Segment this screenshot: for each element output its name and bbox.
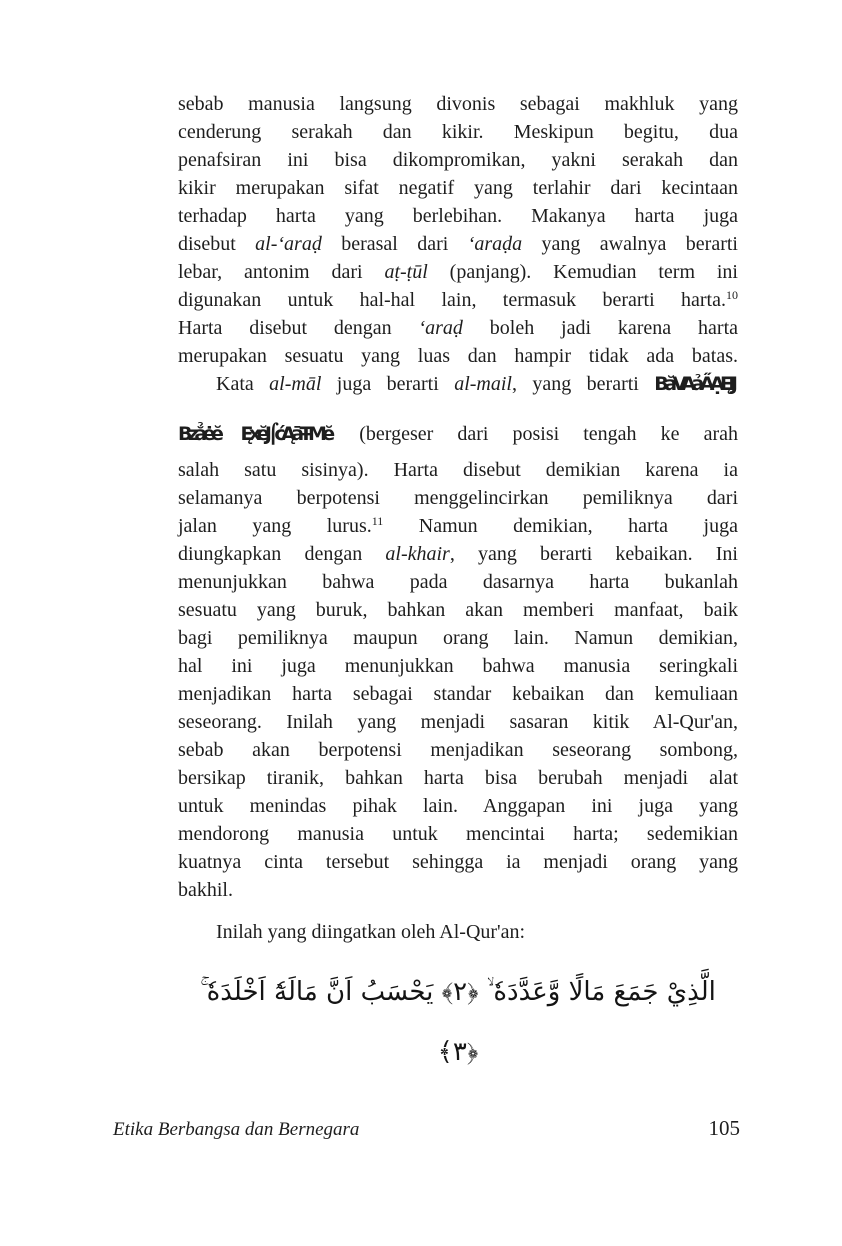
- text-line: Kata al-māl juga berarti al-mail, yang berarti BăVAảA̋ẠĘIJ: [178, 370, 738, 398]
- text-line: terhadap harta yang berlebihan. Makanya harta juga: [178, 205, 738, 227]
- text-line: kikir merupakan sifat negatif yang terlahir dari kecintaan: [178, 177, 738, 199]
- text-line: kuatnya cinta tersebut sehingga ia menjadi orang yang: [178, 851, 738, 873]
- paragraph-harta-serakah: [178, 90, 738, 370]
- text-line: bersikap tiranik, bahkan harta bisa berubah menjadi alat: [178, 767, 738, 789]
- text-line: penafsiran ini bisa dikompromikan, yakni serakah dan: [178, 149, 738, 171]
- paragraph-inilah: [178, 918, 738, 946]
- garbled-glyph-run: BăVAảA̋ẠĘIJ: [654, 373, 734, 395]
- text-line: mendorong manusia untuk mencintai harta; sedemikian: [178, 823, 738, 845]
- text-line: sebab akan berpotensi menjadikan seseorang sombong,: [178, 739, 738, 761]
- text-line: digunakan untuk hal-hal lain, termasuk berarti harta.$^{10}$: [178, 288, 738, 311]
- text-line: bagi pemiliknya maupun orang lain. Namun demikian,: [178, 627, 738, 649]
- text-line: Inilah yang diingatkan oleh Al-Qur'an:: [216, 921, 526, 943]
- text-line: jalan yang lurus.$^{11}$ Namun demikian, harta juga: [178, 514, 738, 537]
- text-line: untuk menindas pihak lain. Anggapan ini juga yang: [178, 795, 738, 817]
- text-line: menjadikan harta sebagai standar kebaikan dan kemuliaan: [178, 683, 738, 705]
- text-line: Bzẳėĕ ĘxĕJ⌠ćĄāŦMĕ (bergeser dari posisi tengah ke arah: [178, 423, 738, 445]
- text-line: merupakan sesuatu yang luas dan hampir tidak ada batas.: [178, 345, 738, 367]
- text-line: menunjukkan bahwa pada dasarnya harta bukanlah: [178, 571, 738, 593]
- footer-book-title: Etika Berbangsa dan Bernegara: [113, 1119, 360, 1140]
- text-line: cenderung serakah dan kikir. Meskipun begitu, dua: [178, 121, 738, 143]
- garbled-glyph-run: Bzẳėĕ ĘxĕJ⌠ćĄāŦMĕ: [178, 423, 331, 445]
- text-line: hal ini juga menunjukkan bahwa manusia seringkali: [178, 655, 738, 677]
- text-line: salah satu sisinya). Harta disebut demikian karena ia: [178, 459, 738, 481]
- text-line: selamanya berpotensi menggelincirkan pemiliknya dari: [178, 487, 738, 509]
- text-line: sebab manusia langsung divonis sebagai makhluk yang: [178, 93, 738, 115]
- text-column: [178, 90, 738, 1082]
- paragraph-al-mal: [178, 370, 738, 904]
- text-line: lebar, antonim dari aṭ-ṭūl (panjang). Kemudian term ini: [178, 261, 738, 283]
- page-footer: [113, 1116, 740, 1141]
- text-line: seseorang. Inilah yang menjadi sasaran kitik Al-Qur'an,: [178, 711, 738, 733]
- text-line: Harta disebut dengan ‘araḍ boleh jadi karena harta: [178, 317, 738, 339]
- text-line: disebut al-‘araḍ berasal dari ‘araḍa yang awalnya berarti: [178, 233, 738, 255]
- footer-page-number: 105: [708, 1116, 740, 1140]
- text-line: diungkapkan dengan al-khair, yang berarti kebaikan. Ini: [178, 543, 738, 565]
- quran-verse-arabic: الَّذِيْ جَمَعَ مَالًا وَّعَدَّدَهٗ ۙ ﴿٢﴾ يَحْسَبُ اَنَّ مَالَهٗٓ اَخْلَدَهٗ ۚ ﴿٣﴾: [200, 977, 716, 1067]
- text-line: sesuatu yang buruk, bahkan akan memberi manfaat, baik: [178, 599, 738, 621]
- text-line: bakhil.: [178, 879, 233, 901]
